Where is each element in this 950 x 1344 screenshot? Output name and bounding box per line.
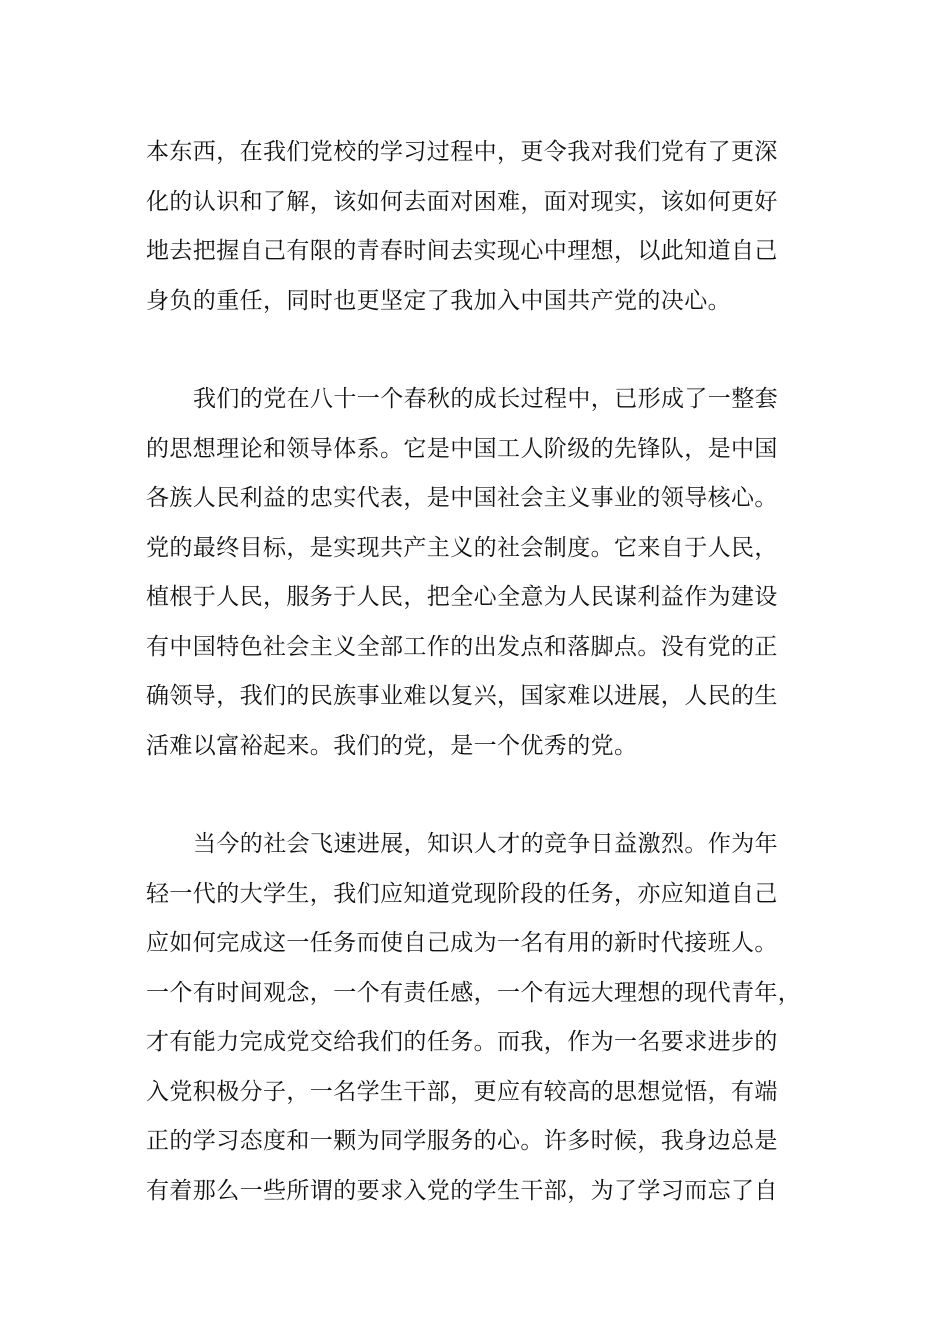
paragraph-line: 确领导，我们的民族事业难以复兴，国家难以进展，人民的生 bbox=[146, 683, 778, 709]
paragraph-line: 党的最终目标，是实现共产主义的社会制度。它来自于人民， bbox=[146, 534, 778, 561]
paragraph-line: 当今的社会飞速进展，知识人才的竞争日益激烈。作为年 bbox=[193, 831, 778, 857]
paragraph-line: 一个有时间观念，一个有责任感，一个有远大理想的现代青年， bbox=[146, 979, 802, 1006]
paragraph-line: 身负的重任，同时也更坚定了我加入中国共产党的决心。 bbox=[146, 287, 731, 314]
paragraph-line: 入党积极分子，一名学生干部，更应有较高的思想觉悟，有端 bbox=[146, 1078, 778, 1105]
paragraph-line: 我们的党在八十一个春秋的成长过程中，已形成了一整套 bbox=[193, 386, 778, 412]
paragraph-line: 有中国特色社会主义全部工作的出发点和落脚点。没有党的正 bbox=[146, 633, 778, 660]
paragraph-2 bbox=[146, 375, 806, 771]
paragraph-1 bbox=[146, 128, 806, 326]
paragraph-line: 各族人民利益的忠实代表，是中国社会主义事业的领导核心。 bbox=[146, 485, 778, 511]
paragraph-line: 才有能力完成党交给我们的任务。而我，作为一名要求进步的 bbox=[146, 1029, 778, 1055]
paragraph-line: 应如何完成这一任务而使自己成为一名有用的新时代接班人。 bbox=[146, 930, 778, 956]
paragraph-3 bbox=[146, 820, 806, 1216]
paragraph-line: 本东西，在我们党校的学习过程中，更令我对我们党有了更深 bbox=[146, 139, 778, 165]
paragraph-line: 有着那么一些所谓的要求入党的学生干部，为了学习而忘了自 bbox=[146, 1177, 778, 1204]
paragraph-line: 化的认识和了解，该如何去面对困难，面对现实，该如何更好 bbox=[146, 188, 778, 215]
paragraph-line: 的思想理论和领导体系。它是中国工人阶级的先锋队，是中国 bbox=[146, 435, 778, 462]
paragraph-line: 正的学习态度和一颗为同学服务的心。许多时候，我身边总是 bbox=[146, 1128, 778, 1154]
paragraph-line: 植根于人民，服务于人民，把全心全意为人民谋利益作为建设 bbox=[146, 584, 778, 610]
paragraph-line: 轻一代的大学生，我们应知道党现阶段的任务，亦应知道自己 bbox=[146, 880, 778, 907]
paragraph-line: 活难以富裕起来。我们的党，是一个优秀的党。 bbox=[146, 732, 638, 759]
paragraph-line: 地去把握自己有限的青春时间去实现心中理想，以此知道自己 bbox=[146, 238, 778, 264]
